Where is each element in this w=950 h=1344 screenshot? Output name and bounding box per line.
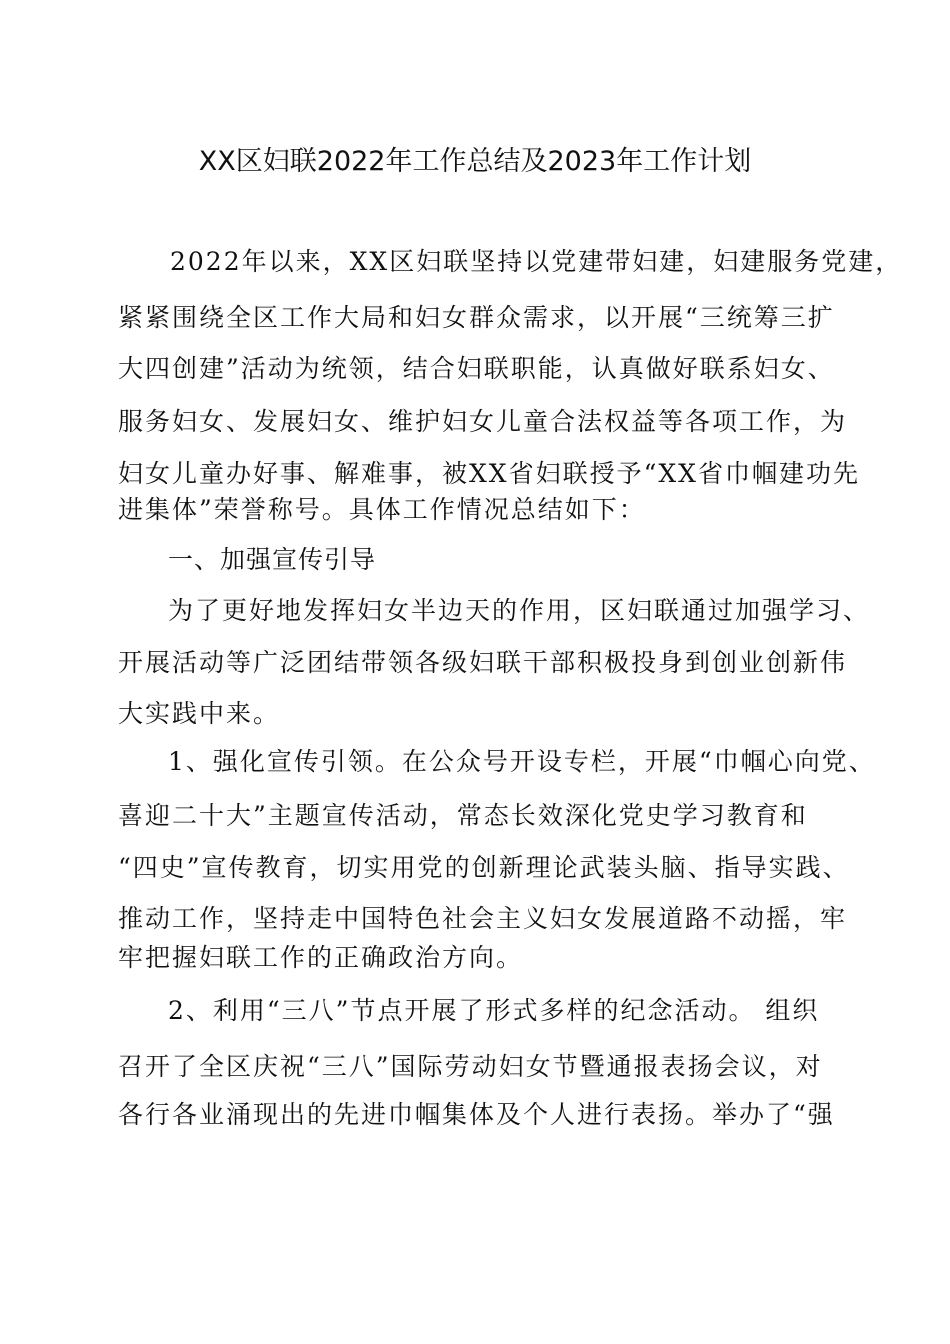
paragraph-line: 牢把握妇联工作的正确政治方向。 <box>118 943 524 972</box>
paragraph-line: 大四创建”活动为统领，结合妇联职能，认真做好联系妇女、 <box>118 354 835 383</box>
paragraph-line: 大实践中来。 <box>118 699 281 728</box>
paragraph-line: 服务妇女、发展妇女、维护妇女儿童合法权益等各项工作，为 <box>118 407 848 436</box>
paragraph-line: 进集体”荣誉称号。具体工作情况总结如下： <box>118 495 646 524</box>
paragraph-line: 为了更好地发挥妇女半边天的作用，区妇联通过加强学习、 <box>168 596 871 625</box>
paragraph-line: 妇女儿童办好事、解难事，被XX省妇联授予“XX省巾帼建功先 <box>118 459 860 488</box>
paragraph-line: 开展活动等广泛团结带领各级妇联干部积极投身到创业创新伟 <box>118 648 848 677</box>
paragraph-line: 召开了全区庆祝“三八”国际劳动妇女节暨通报表扬会议，对 <box>118 1052 823 1081</box>
paragraph-line: 各行各业涌现出的先进巾帼集体及个人进行表扬。举办了“强 <box>118 1100 835 1129</box>
paragraph-line: 2022年以来，XX区妇联坚持以党建带妇建，妇建服务党建， <box>170 247 903 276</box>
paragraph-line: 推动工作，坚持走中国特色社会主义妇女发展道路不动摇，牢 <box>118 904 848 933</box>
document-title: XX区妇联2022年工作总结及2023年工作计划 <box>198 146 752 177</box>
paragraph-line: 紧紧围绕全区工作大局和妇女群众需求，以开展“三统筹三扩 <box>118 303 835 332</box>
section-heading: 一、加强宣传引导 <box>168 545 377 574</box>
paragraph-line: 喜迎二十大”主题宣传活动，常态长效深化党史学习教育和 <box>118 801 808 830</box>
paragraph-line: 2、利用“三八”节点开展了形式多样的纪念活动。 组织 <box>168 996 820 1025</box>
paragraph-line: “四史”宣传教育，切实用党的创新理论武装头脑、指导实践、 <box>118 853 850 882</box>
paragraph-line: 1、强化宣传引领。在公众号开设专栏，开展“巾帼心向党、 <box>168 747 876 776</box>
